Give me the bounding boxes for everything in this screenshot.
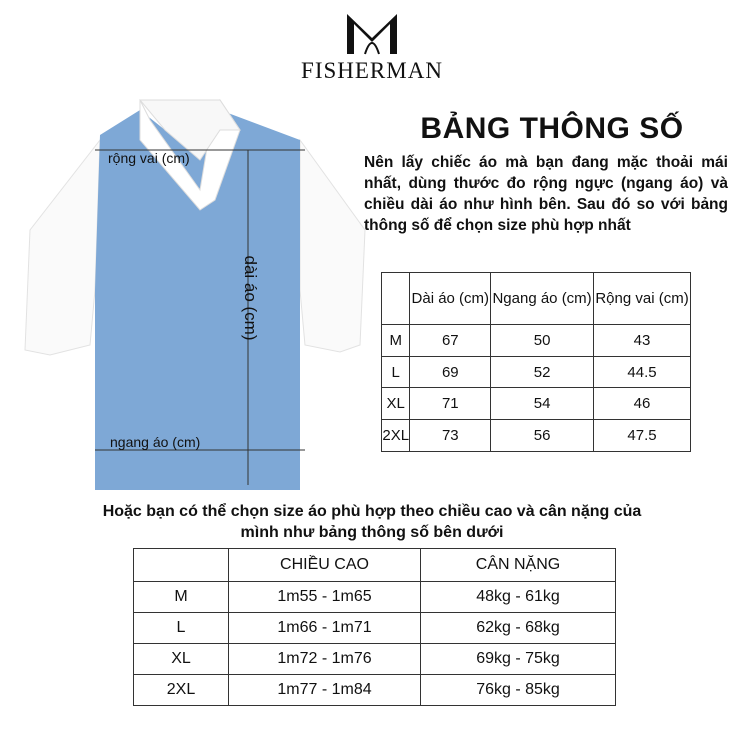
header-cell: CHIỀU CAO [229,549,421,582]
measurement-table [381,272,691,452]
cell: 62kg - 68kg [421,613,616,644]
subtitle-text: Hoặc bạn có thể chọn size áo phù hợp theo chiều cao và cân nặng của mình như bảng thông số bên dưới [102,503,642,541]
table-row [382,356,691,388]
cell: 1m72 - 1m76 [229,644,421,675]
header-cell: Dài áo (cm) [410,273,491,325]
size-cell: L [382,356,410,388]
size-cell: 2XL [134,675,229,706]
size-cell: XL [382,388,410,420]
cell: 50 [491,325,594,357]
cell: 47.5 [594,420,691,452]
table-row [382,325,691,357]
cell: 73 [410,420,491,452]
cell: 1m77 - 1m84 [229,675,421,706]
size-cell: M [134,582,229,613]
cell: 69kg - 75kg [421,644,616,675]
table-row [382,420,691,452]
length-label: dài áo (cm) [241,255,260,341]
size-cell: M [382,325,410,357]
fisherman-logo-icon [345,12,399,56]
table-row [134,613,616,644]
shoulder-width-label: rộng vai (cm) [108,150,190,166]
intro-text: Nên lấy chiếc áo mà bạn đang mặc thoải mái nhất, dùng thước đo rộng ngực (ngang áo) và chiều dài áo như hình bên. Sau đó so với bảng thông số để chọn size phù hợp nhất [364,154,728,234]
header-cell: Rộng vai (cm) [594,273,691,325]
cell: 76kg - 85kg [421,675,616,706]
chest-width-label: ngang áo (cm) [110,434,201,450]
size-cell: 2XL [382,420,410,452]
height-weight-table [133,548,616,706]
size-cell: XL [134,644,229,675]
table-row [382,388,691,420]
cell: 1m66 - 1m71 [229,613,421,644]
page-title: BẢNG THÔNG SỐ [420,112,684,145]
cell: 48kg - 61kg [421,582,616,613]
header-cell: CÂN NẶNG [421,549,616,582]
cell: 71 [410,388,491,420]
cell: 67 [410,325,491,357]
table-row [134,644,616,675]
header-cell: Ngang áo (cm) [491,273,594,325]
cell: 69 [410,356,491,388]
table-row [134,582,616,613]
table-header-row [382,273,691,325]
cell: 1m55 - 1m65 [229,582,421,613]
cell: 46 [594,388,691,420]
cell: 43 [594,325,691,357]
header-cell [134,549,229,582]
cell: 52 [491,356,594,388]
cell: 54 [491,388,594,420]
brand-name: FISHERMAN [301,58,443,83]
table-row [134,675,616,706]
header-cell [382,273,410,325]
size-cell: L [134,613,229,644]
table-header-row [134,549,616,582]
cell: 56 [491,420,594,452]
cell: 44.5 [594,356,691,388]
